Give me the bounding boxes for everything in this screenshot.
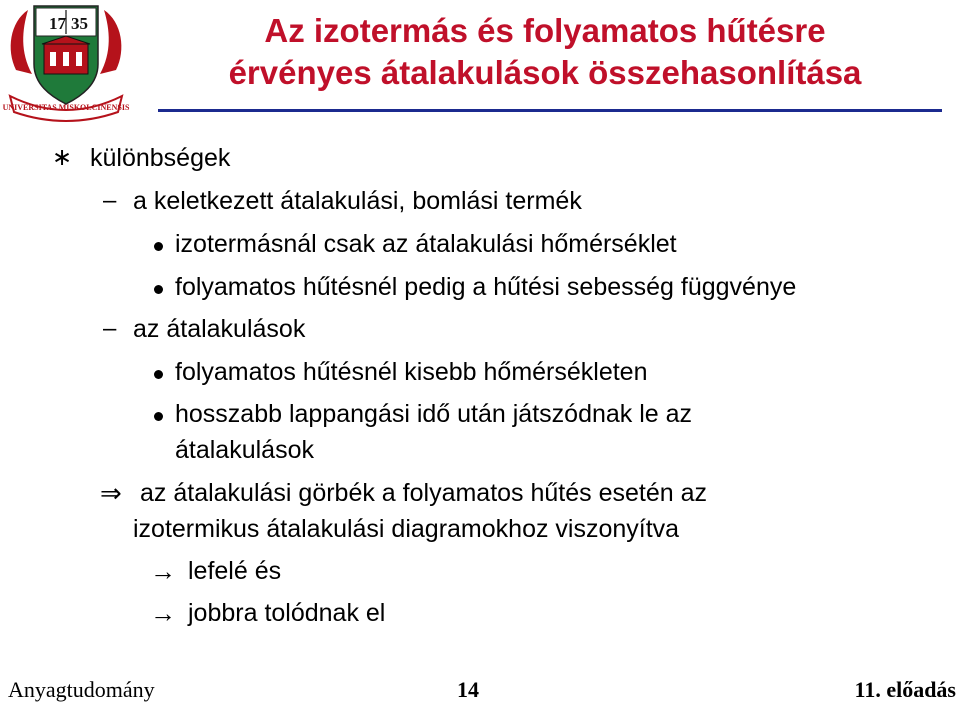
footer-course-name: Anyagtudomány — [8, 677, 155, 702]
list-item: az átalakulási görbék a folyamatos hűtés esetén az — [140, 479, 708, 507]
list-item: jobbra tolódnak el — [188, 599, 386, 627]
list-item: különbségek — [90, 144, 231, 172]
dash-bullet-icon: – — [103, 187, 117, 214]
list-item: hosszabb lappangási idő után játszódnak le az — [175, 400, 693, 428]
svg-text:35: 35 — [71, 14, 88, 33]
dot-bullet-icon — [154, 285, 163, 294]
svg-text:UNIVERSITAS MISKOLCINENSIS: UNIVERSITAS MISKOLCINENSIS — [2, 103, 130, 112]
dot-bullet-icon — [154, 370, 163, 379]
list-item: izotermásnál csak az átalakulási hőmérséklet — [175, 230, 677, 258]
implies-arrow-icon: ⇒ — [100, 478, 122, 508]
list-item: folyamatos hűtésnél kisebb hőmérsékleten — [175, 358, 648, 386]
star-bullet-icon: ∗ — [52, 144, 73, 171]
list-item-continuation: átalakulások — [175, 436, 314, 464]
list-item: a keletkezett átalakulási, bomlási termék — [133, 187, 582, 215]
list-item-continuation: izotermikus átalakulási diagramokhoz viszonyítva — [133, 515, 680, 543]
slide-title-line-1: Az izotermás és folyamatos hűtésre — [264, 12, 826, 49]
list-item: lefelé és — [188, 557, 282, 585]
footer-page-number: 14 — [457, 677, 479, 702]
dot-bullet-icon — [154, 412, 163, 421]
footer-lecture-number: 11. előadás — [854, 677, 956, 702]
dash-bullet-icon: – — [103, 315, 117, 342]
slide-title-line-2: érvényes átalakulások összehasonlítása — [228, 54, 862, 91]
dot-bullet-icon — [154, 242, 163, 251]
right-arrow-icon: → — [150, 598, 176, 628]
svg-text:17: 17 — [49, 14, 66, 33]
list-item: folyamatos hűtésnél pedig a hűtési sebesség függvénye — [175, 273, 797, 301]
right-arrow-icon: → — [150, 556, 176, 586]
list-item: az átalakulások — [133, 315, 306, 343]
